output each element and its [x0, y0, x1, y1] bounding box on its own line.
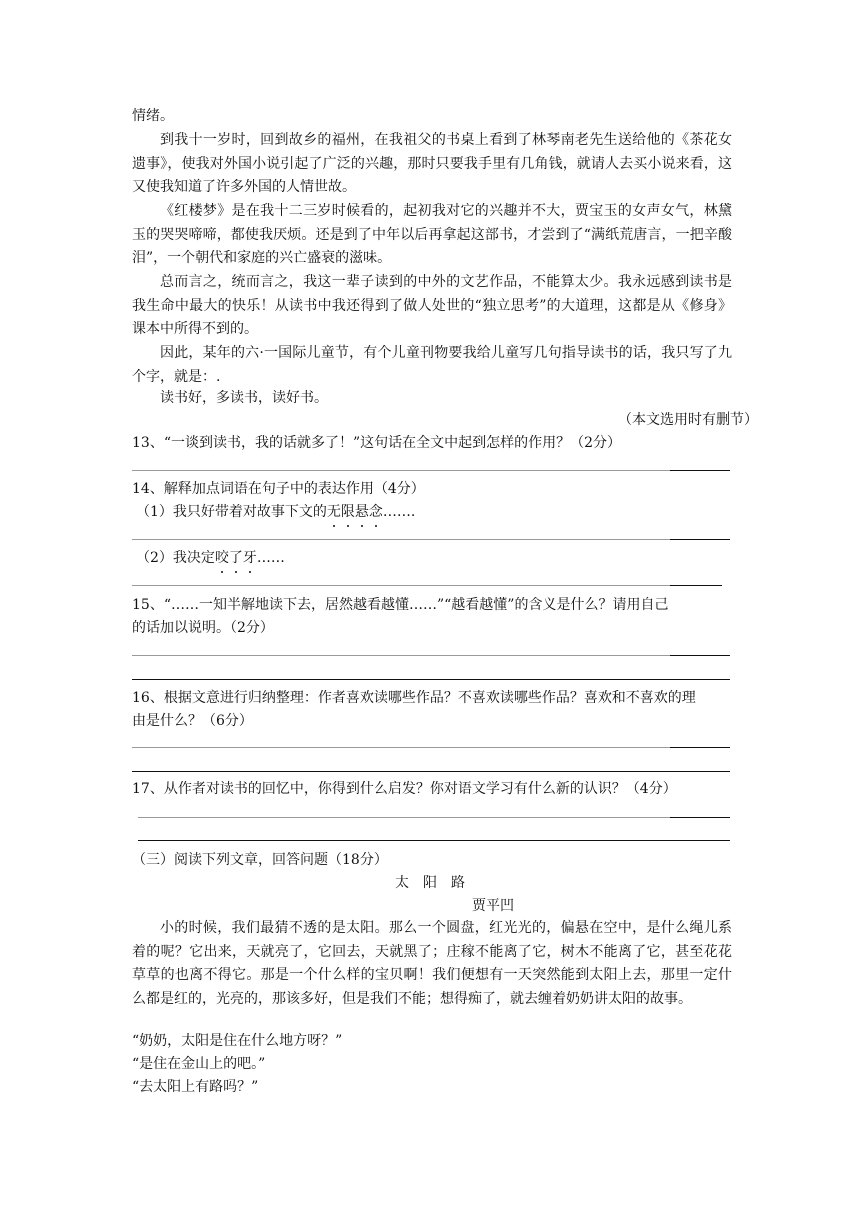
- answer-line-14-2-a: [132, 585, 670, 586]
- q14-1-suffix: …….: [382, 504, 416, 520]
- article-title: 太 阳 路: [395, 875, 465, 891]
- answer-line-13-b: [670, 470, 730, 471]
- answer-line-14-1-b: [670, 539, 730, 540]
- passage-paragraph-0: 情绪。: [132, 108, 174, 124]
- passage-paragraph-2: 《红楼梦》是在我十二三岁时候看的，起初我对它的兴趣并不大，贾宝玉的女声女气，林黛玉的哭哭啼啼，都使我厌烦。还是到了中年以后再拿起这部书，才尝到了“满纸荒唐言，一把辛酸泪”，一个朝代和家庭的兴亡盛衰的滋味。: [132, 203, 732, 266]
- article-dialogue-1: “奶奶，太阳是住在什么地方呀？”: [132, 1033, 343, 1049]
- passage-paragraph-3: 总而言之，统而言之，我这一辈子读到的中外的文艺作品，不能算太少。我永远感到读书是我生命中最大的快乐！从读书中我还得到了做人处世的“独立思考”的大道理，这都是从《修身》课本中所得不到的。: [132, 274, 732, 337]
- section-3-heading: （三）阅读下列文章，回答问题（18分）: [132, 852, 388, 868]
- question-15-line-2: 的话加以说明。（2分）: [132, 620, 274, 636]
- dotted-char: 无: [326, 504, 341, 520]
- dotted-char: 咬: [214, 550, 229, 566]
- answer-line-16-c: [132, 771, 730, 772]
- question-16-line-1: 16、根据文意进行归纳整理：作者喜欢读哪些作品？不喜欢读哪些作品？喜欢和不喜欢的理: [132, 690, 696, 706]
- question-14: 14、解释加点词语在句子中的表达作用（4分）: [132, 481, 425, 497]
- article-dialogue-2: “是住在金山上的吧。”: [132, 1056, 266, 1072]
- q14-1-prefix: （1）我只好带着对故事下文的: [136, 504, 327, 520]
- passage-source-note: （本文选用时有删节）: [618, 412, 758, 428]
- question-15-line-1: 15、“……一知半解地读下去，居然越看越懂……”“越看越懂”的含义是什么？请用自己: [132, 597, 669, 613]
- answer-line-14-2-b: [670, 585, 722, 586]
- question-14-part-1: [136, 502, 415, 522]
- answer-line-16-a: [132, 747, 670, 748]
- answer-line-15-c: [132, 679, 730, 680]
- article-author: 贾平凹: [472, 898, 514, 914]
- passage-paragraph-5: 读书好，多读书，读好书。: [160, 390, 328, 406]
- question-17: 17、从作者对读书的回忆中，你得到什么启发？你对语文学习有什么新的认识？（4分）: [132, 781, 677, 797]
- question-13: 13、“一谈到读书，我的话就多了！”这句话在全文中起到怎样的作用？（2分）: [132, 435, 622, 451]
- answer-line-14-1-a: [132, 539, 670, 540]
- dotted-char: 念: [368, 504, 383, 520]
- answer-line-17-b: [670, 817, 730, 818]
- dotted-char: 牙: [242, 550, 257, 566]
- answer-line-15-b: [670, 655, 730, 656]
- q14-2-suffix: ……: [256, 550, 285, 566]
- q14-2-prefix: （2）我决定: [136, 550, 215, 566]
- dotted-char: 悬: [354, 504, 369, 520]
- question-16-line-2: 由是什么？（6分）: [132, 713, 253, 729]
- answer-line-13-a: [132, 470, 670, 471]
- dotted-char: 限: [340, 504, 355, 520]
- answer-line-15-a: [132, 655, 670, 656]
- answer-line-17-c: [138, 840, 730, 841]
- dotted-char: 了: [228, 550, 243, 566]
- passage-paragraph-4: 因此，某年的六·一国际儿童节，有个儿童刊物要我给儿童写几句指导读书的话，我只写了九个字，就是：.: [132, 345, 732, 385]
- passage-paragraph-1: 到我十一岁时，回到故乡的福州，在我祖父的书桌上看到了林琴南老先生送给他的《茶花女遗事》，使我对外国小说引起了广泛的兴趣，那时只要我手里有几角钱，就请人去买小说来看，这又使我知道了许多外国的人情世故。: [132, 132, 732, 195]
- answer-line-16-b: [670, 747, 730, 748]
- question-14-part-2: [136, 548, 285, 568]
- article-paragraph-1: 小的时候，我们最猜不透的是太阳。那么一个圆盘，红光光的，偏悬在空中，是什么绳儿系着的呢？它出来，天就亮了，它回去，天就黑了；庄稼不能离了它，树木不能离了它，甚至花花草草的也离不得它。那是一个什么样的宝贝啊！我们便想有一天突然能到太阳上去，那里一定什么都是红的，光亮的，那该多好，但是我们不能；想得痴了，就去缠着奶奶讲太阳的故事。: [132, 920, 732, 1007]
- article-dialogue-3: “去太阳上有路吗？”: [132, 1079, 259, 1095]
- answer-line-17-a: [138, 817, 670, 818]
